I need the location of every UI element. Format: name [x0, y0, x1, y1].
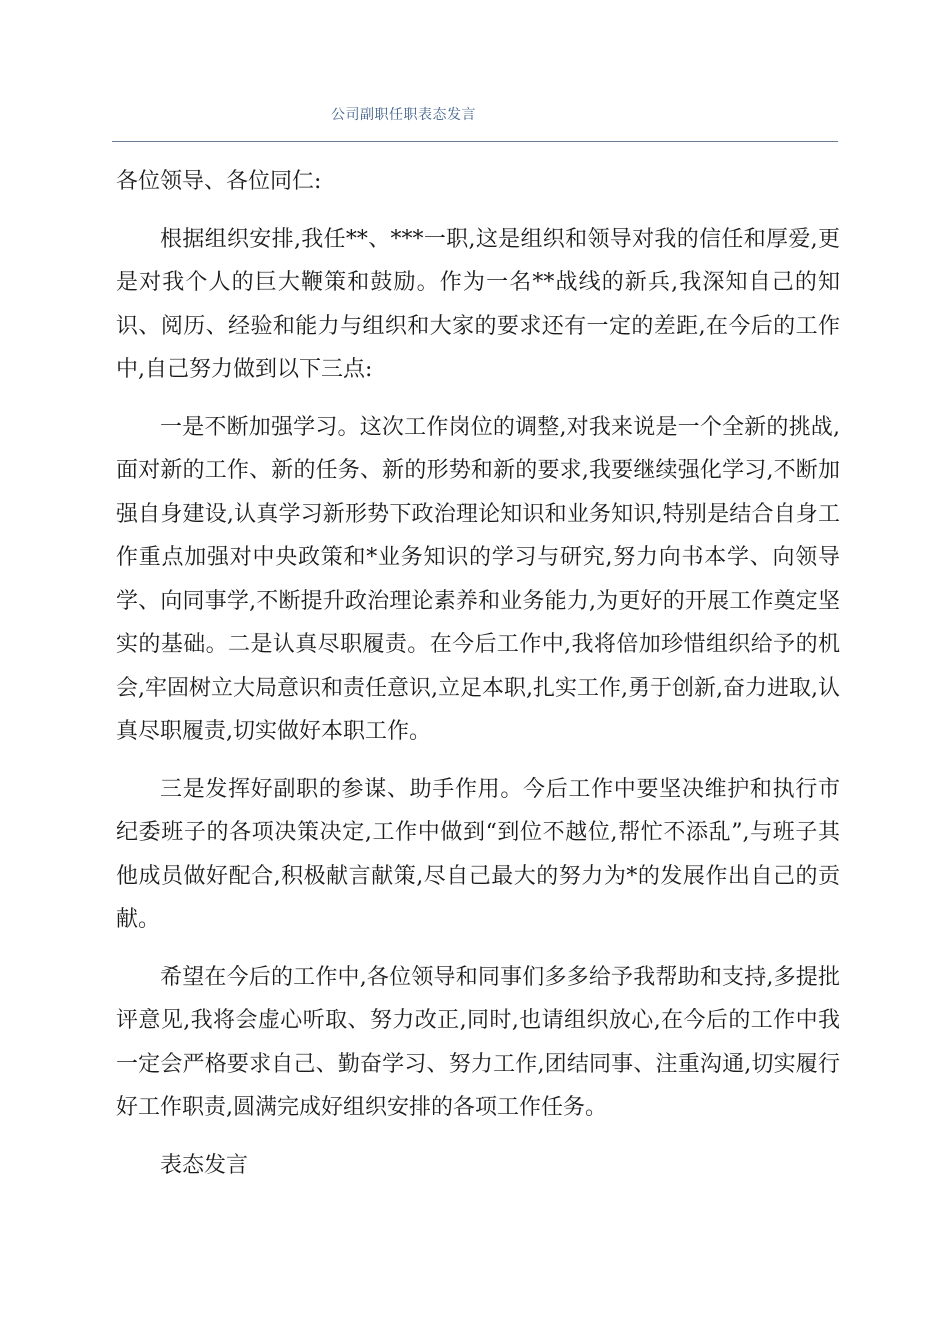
document-body [116, 160, 840, 1201]
page-header-title: 公司副职任职表态发言 [331, 107, 476, 123]
paragraph-conclusion: 希望在今后的工作中,各位领导和同事们多多给予我帮助和支持,多提批评意见,我将会虚心听取、努力改正,同时,也请组织放心,在今后的工作中我一定会严格要求自己、勤奋学习、努力工作,团结同事、注重沟通,切实履行好工作职责,圆满完成好组织安排的各项工作任务。 [116, 964, 840, 1120]
paragraph-points-one-two: 一是不断加强学习。这次工作岗位的调整,对我来说是一个全新的挑战,面对新的工作、新的任务、新的形势和新的要求,我要继续强化学习,不断加强自身建设,认真学习新形势下政治理论知识和业务知识,特别是结合自身工作重点加强对中央政策和*业务知识的学习与研究,努力向书本学、向领导学、向同事学,不断提升政治理论素养和业务能力,为更好的开展工作奠定坚实的基础。二是认真尽职履责。在今后工作中,我将倍加珍惜组织给予的机会,牢固树立大局意识和责任意识,立足本职,扎实工作,勇于创新,奋力进取,认真尽职履责,切实做好本职工作。 [116, 414, 840, 744]
header-divider [112, 141, 838, 142]
paragraph-intro: 根据组织安排,我任**、***一职,这是组织和领导对我的信任和厚爱,更是对我个人的巨大鞭策和鼓励。作为一名**战线的新兵,我深知自己的知识、阅历、经验和能力与组织和大家的要求还有一定的差距,在今后的工作中,自己努力做到以下三点: [116, 226, 840, 382]
closing-label: 表态发言 [160, 1152, 249, 1178]
salutation: 各位领导、各位同仁: [116, 169, 322, 194]
paragraph-point-three: 三是发挥好副职的参谋、助手作用。今后工作中要坚决维护和执行市纪委班子的各项决策决定,工作中做到“到位不越位,帮忙不添乱”,与班子其他成员做好配合,积极献言献策,尽自己最大的努力为*的发展作出自己的贡献。 [116, 776, 840, 932]
